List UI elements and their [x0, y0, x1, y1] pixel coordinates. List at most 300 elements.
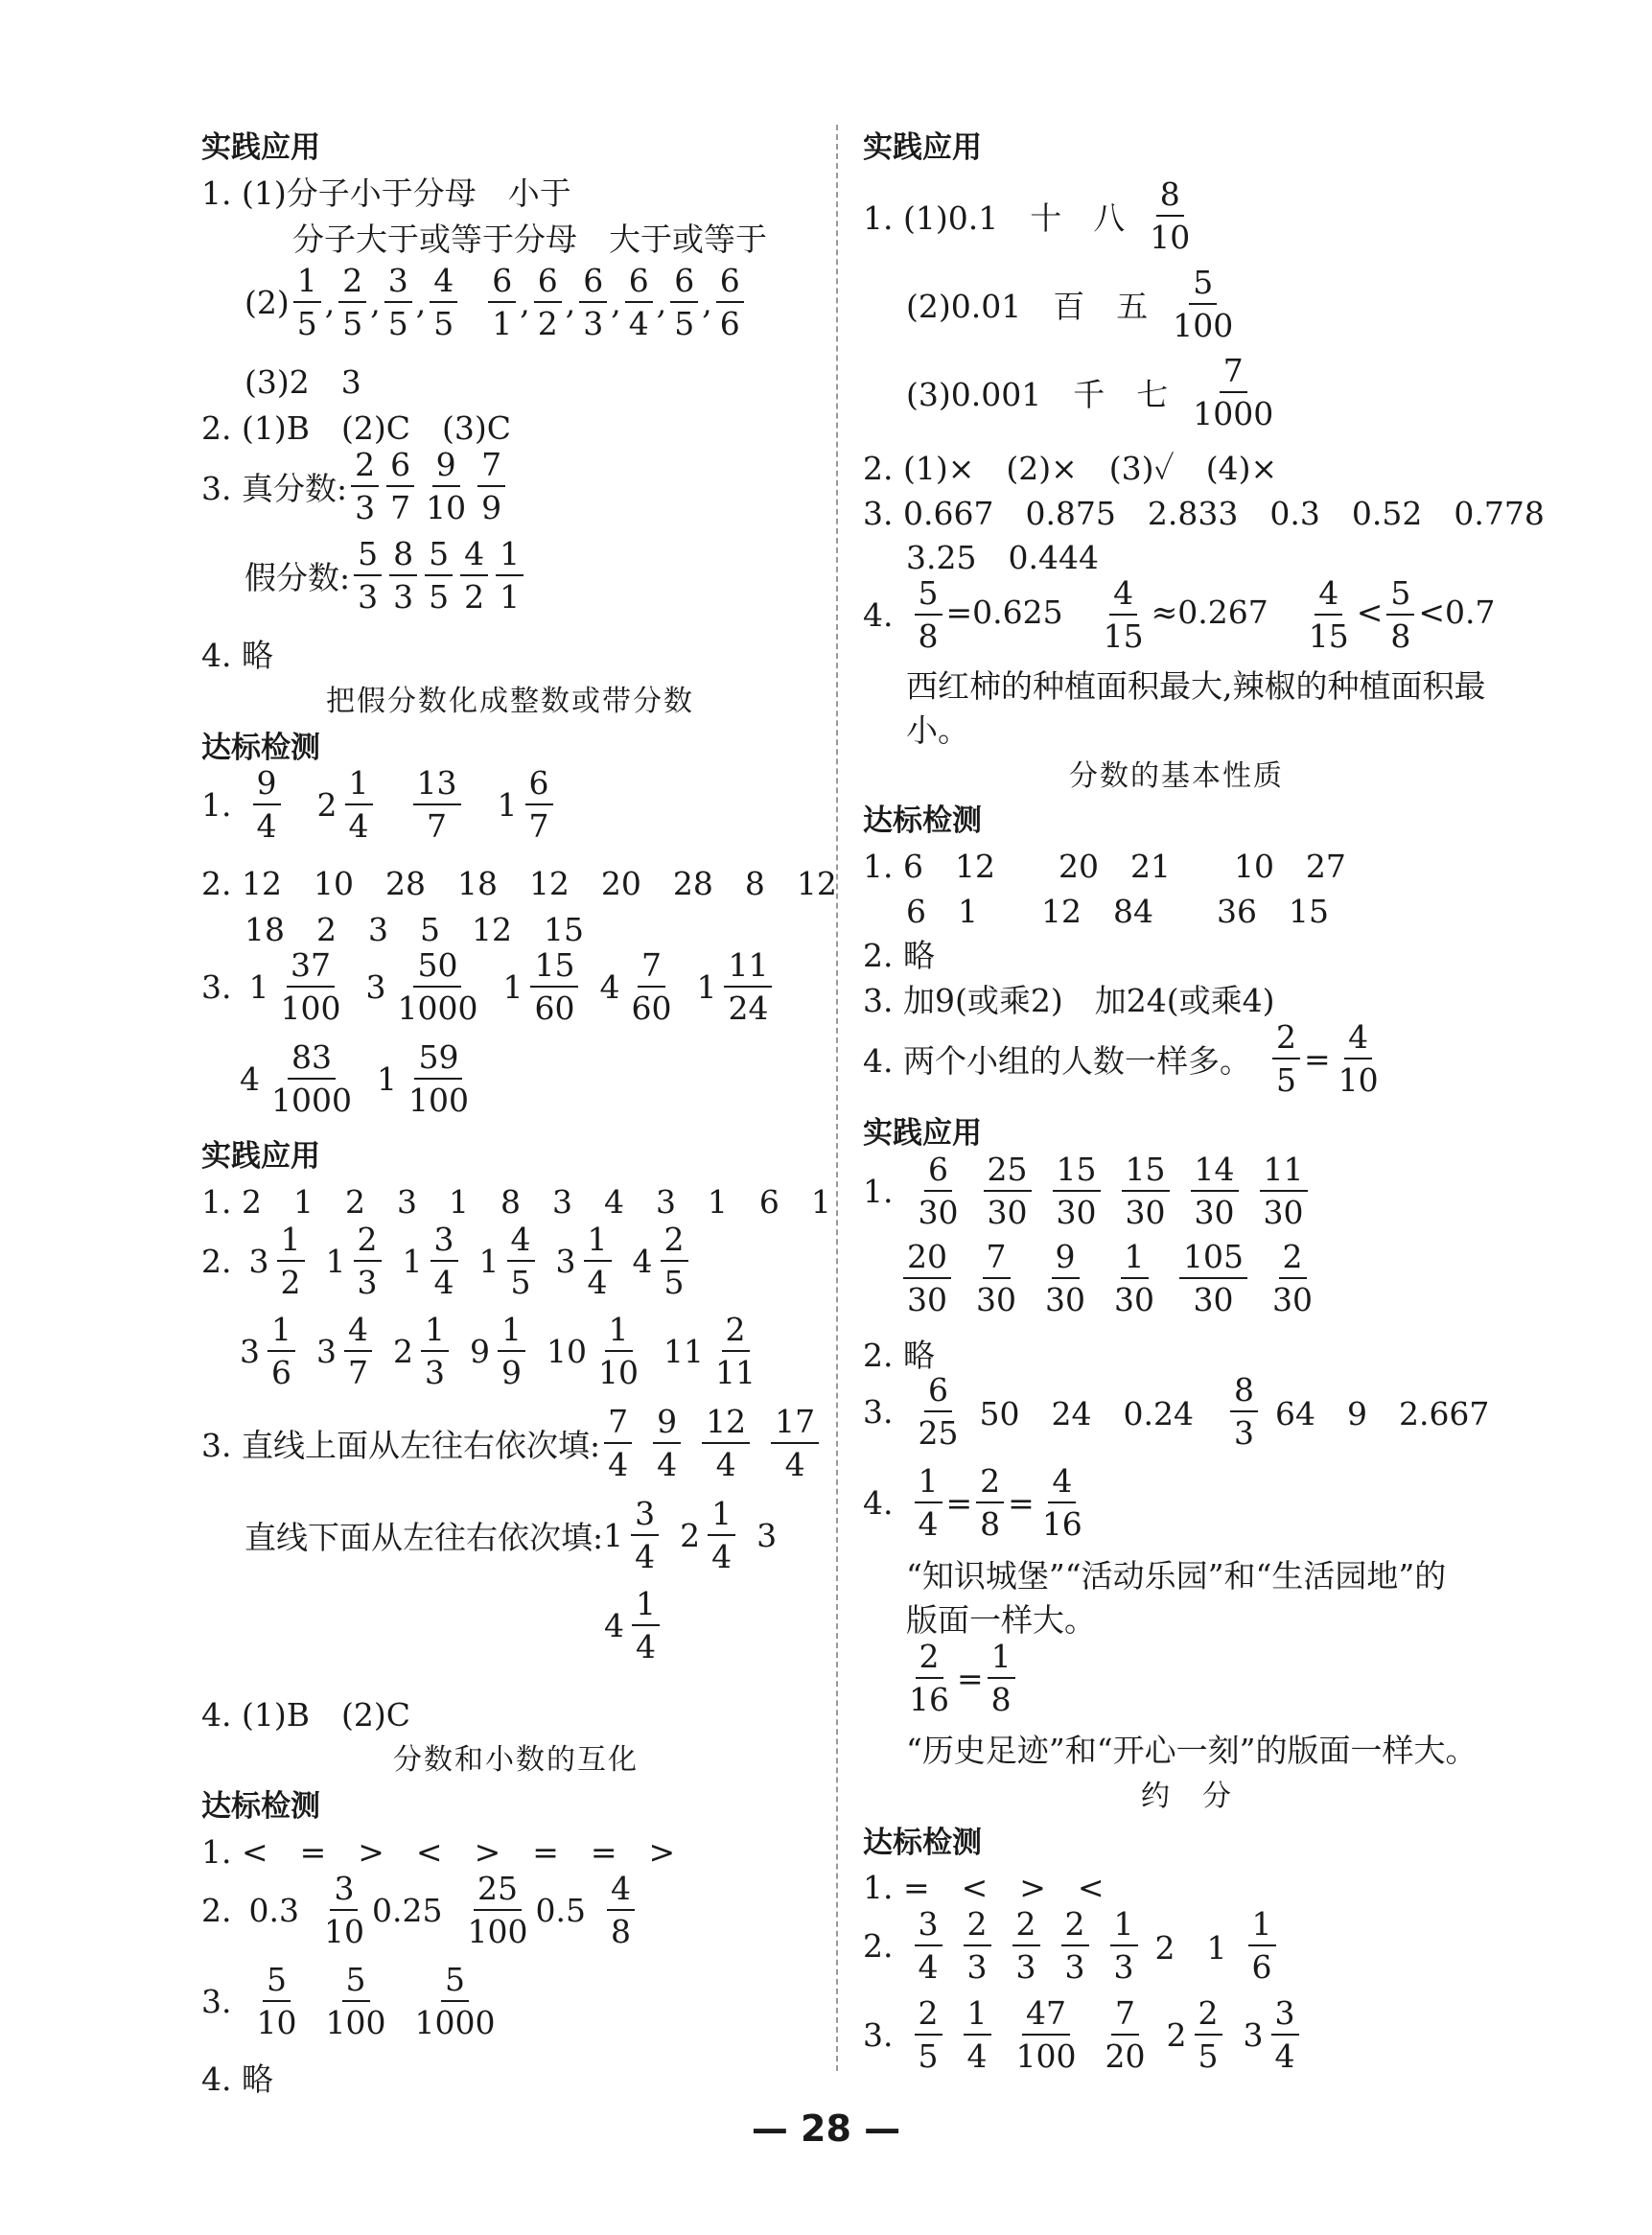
- numerator: 1: [708, 1498, 735, 1536]
- numerator: 2: [722, 1314, 750, 1352]
- subsection-title: 把假分数化成整数或带分数: [326, 685, 694, 718]
- whole-part: 3: [1243, 2015, 1264, 2054]
- denominator: 4: [657, 1446, 678, 1483]
- numerator: 1: [632, 1588, 660, 1626]
- fraction: [1179, 1238, 1247, 1318]
- denominator: 4: [966, 2037, 988, 2075]
- numerator: 3: [631, 1498, 659, 1536]
- numerator: 6: [534, 265, 562, 303]
- denominator: 5: [342, 305, 363, 342]
- mixed-number: [502, 946, 582, 1027]
- fraction-line: [906, 352, 1281, 432]
- fraction-line: [863, 1371, 1490, 1452]
- fraction-line: [863, 1905, 1280, 1986]
- denominator: 8: [918, 617, 939, 655]
- whole-part: 1: [478, 1242, 500, 1280]
- numerator: 3: [915, 1908, 942, 1946]
- fraction: [984, 1151, 1032, 1231]
- answer-line: 2. 略: [863, 937, 935, 974]
- fraction: [463, 1870, 531, 1950]
- label: 3. 直线上面从左往右依次填:: [201, 1426, 601, 1464]
- numerator: 5: [1386, 577, 1414, 616]
- numerator: 5: [1189, 267, 1217, 305]
- label: 4.: [863, 1483, 894, 1522]
- fraction: [345, 764, 373, 845]
- answer-line: “历史足迹”和“开心一刻”的版面一样大。: [906, 1732, 1477, 1769]
- numerator: 2: [976, 1465, 1004, 1503]
- numerator: 8: [389, 538, 417, 576]
- equation: [1096, 574, 1268, 655]
- section-heading: 实践应用: [201, 130, 320, 165]
- denominator: 30: [1193, 1281, 1234, 1318]
- answer-line: 3.25 0.444: [906, 539, 1099, 576]
- fraction: [354, 535, 382, 616]
- mixed-number: [248, 1221, 309, 1301]
- numerator: 1: [498, 1314, 525, 1352]
- fraction-line: [863, 1994, 1320, 2075]
- denominator: 3: [1064, 1948, 1085, 1986]
- label: (2): [244, 283, 290, 321]
- fraction: [915, 574, 942, 655]
- answer-line: (3)2 3: [244, 363, 361, 401]
- denominator: 25: [918, 1414, 959, 1452]
- denominator: 3: [357, 1264, 378, 1301]
- comma: ,: [324, 283, 336, 321]
- numerator: 2: [1279, 1241, 1307, 1279]
- answer-line: 西红柿的种植面积最大,辣椒的种植面积最: [906, 667, 1486, 705]
- section-heading: 实践应用: [863, 130, 982, 165]
- denominator: 100: [1173, 307, 1234, 344]
- numerator: 14: [1191, 1153, 1239, 1192]
- denominator: 1: [492, 305, 513, 342]
- mixed-number: [1166, 1994, 1226, 2075]
- fraction: [1041, 1238, 1089, 1318]
- denominator: 5: [918, 2037, 939, 2075]
- fraction: [661, 1221, 688, 1301]
- denominator: 6: [271, 1354, 291, 1391]
- numerator: 25: [474, 1873, 522, 1911]
- subsection-title: 分数的基本性质: [1069, 759, 1284, 793]
- denominator: 5: [510, 1264, 531, 1301]
- label: 3.: [863, 1392, 894, 1431]
- numerator: 1: [584, 1223, 612, 1262]
- whole-part: 3: [555, 1242, 576, 1280]
- text-token: (2)0.01 百 五: [906, 287, 1149, 325]
- denominator: 5: [387, 305, 408, 342]
- mixed-number: [393, 1311, 453, 1391]
- denominator: 8: [610, 1913, 631, 1950]
- numerator: 6: [716, 265, 744, 303]
- denominator: 7: [427, 807, 447, 845]
- fraction-line: [901, 1638, 1019, 1718]
- numerator: 83: [288, 1041, 336, 1080]
- fraction: [1248, 1905, 1276, 1986]
- fraction: [1230, 1371, 1258, 1452]
- numerator: 1: [1121, 1241, 1149, 1279]
- page-number: — 28 —: [751, 2107, 901, 2150]
- fraction: [915, 1462, 942, 1543]
- fraction: [724, 946, 772, 1027]
- denominator: 4: [715, 1446, 736, 1483]
- numerator: 6: [488, 265, 516, 303]
- denominator: 4: [608, 1446, 629, 1483]
- numerator: 5: [915, 577, 942, 616]
- answer-line: 3. 0.667 0.875 2.833 0.3 0.52 0.778: [863, 495, 1545, 532]
- numerator: 2: [915, 1997, 942, 2036]
- denominator: 2: [537, 305, 558, 342]
- label: 2.: [863, 1926, 894, 1965]
- answer-line: 1. 2 1 2 3 1 8 3 4 3 1 6 1: [201, 1183, 831, 1221]
- whole-part: 2: [393, 1332, 413, 1370]
- denominator: 100: [467, 1913, 528, 1950]
- fraction: [460, 535, 488, 616]
- fraction-line: [201, 764, 590, 845]
- label: 直线下面从左往右依次填:: [244, 1518, 604, 1556]
- decimal: 0.5: [535, 1891, 586, 1929]
- numerator: 1: [345, 767, 373, 805]
- fraction-line: [863, 1151, 1325, 1231]
- mixed-number: [1243, 1994, 1303, 2075]
- numerator: 7: [477, 449, 505, 487]
- denominator: 100: [280, 989, 341, 1027]
- numerator: 5: [354, 538, 382, 576]
- fraction-line: [906, 264, 1241, 344]
- answer-line: 2. (1)× (2)× (3)✓ (4)×: [863, 450, 1278, 487]
- fraction: [344, 1311, 372, 1391]
- whole-part: 1: [402, 1242, 423, 1280]
- numerator: 3: [384, 265, 412, 303]
- denominator: 10: [256, 2004, 297, 2041]
- mixed-number: [409, 764, 465, 845]
- numerator: 20: [903, 1241, 951, 1279]
- answer-line: 4. 略: [201, 637, 273, 674]
- fraction: [525, 764, 553, 845]
- fraction: [964, 1905, 991, 1986]
- denominator: 8: [1390, 617, 1411, 655]
- fraction: [905, 1638, 953, 1718]
- numerator: 9: [653, 1406, 681, 1444]
- answer-line: 1. (1)分子小于分母 小于: [201, 175, 571, 212]
- whole-part: 1: [376, 1059, 397, 1098]
- answer-line: 3. 加9(或乘2) 加24(或乘4): [863, 982, 1275, 1019]
- denominator: 5: [429, 578, 450, 616]
- fraction: [1272, 1018, 1300, 1099]
- mixed-number: [696, 946, 776, 1027]
- text-token: (3)0.001 千 七: [906, 375, 1169, 413]
- numerator: 13: [413, 767, 461, 805]
- numerator: 7: [638, 949, 665, 988]
- text-token: =: [945, 1483, 973, 1522]
- fraction-line: [201, 1870, 639, 1950]
- denominator: 1000: [1193, 395, 1274, 432]
- fraction: [976, 1462, 1004, 1543]
- label: 2.: [201, 1891, 232, 1929]
- denominator: 30: [1194, 1194, 1235, 1231]
- label: 4.: [863, 595, 894, 634]
- comma: ,: [565, 283, 576, 321]
- fraction: [1053, 1151, 1101, 1231]
- fraction: [354, 1221, 382, 1301]
- fraction-line: [899, 1238, 1334, 1318]
- numerator: 2: [354, 1223, 382, 1262]
- denominator: 30: [987, 1194, 1028, 1231]
- fraction: [384, 262, 412, 342]
- label: 3.: [201, 967, 232, 1006]
- mixed-number: [402, 1221, 462, 1301]
- whole-part: 3: [365, 967, 386, 1006]
- text-token: 50 24 0.24: [979, 1394, 1194, 1432]
- denominator: 3: [966, 1948, 988, 1986]
- denominator: 6: [1251, 1948, 1272, 1986]
- answer-line: 分子大于或等于分母 大于或等于: [292, 221, 767, 258]
- whole-part: 3: [240, 1332, 260, 1370]
- fraction: [964, 1994, 991, 2075]
- text-token: 3: [756, 1516, 778, 1554]
- mixed-number: [663, 1311, 763, 1391]
- fraction: [627, 946, 675, 1027]
- fraction: [477, 446, 505, 526]
- denominator: 30: [1272, 1281, 1313, 1318]
- denominator: 4: [711, 1538, 733, 1575]
- numerator: 1: [496, 538, 524, 576]
- fraction: [422, 446, 470, 526]
- numerator: 1: [605, 1314, 633, 1352]
- fraction: [972, 1238, 1020, 1318]
- mixed-number: [376, 1038, 477, 1119]
- fraction: [711, 1311, 759, 1391]
- fraction: [1386, 574, 1414, 655]
- numerator: 1: [964, 1997, 991, 2036]
- section-heading: 达标检测: [863, 1826, 982, 1860]
- mixed-number: [604, 1585, 663, 1665]
- fraction-line: [201, 1221, 710, 1301]
- fraction: [632, 1585, 660, 1665]
- comma: ,: [611, 283, 621, 321]
- denominator: 2: [464, 578, 485, 616]
- text-token: ≈0.267: [1151, 594, 1268, 631]
- numerator: 6: [525, 767, 553, 805]
- denominator: 16: [1041, 1505, 1082, 1543]
- whole-part: 2: [680, 1516, 701, 1554]
- numerator: 4: [1315, 577, 1342, 616]
- denominator: 3: [1113, 1948, 1134, 1986]
- fraction: [394, 946, 482, 1027]
- denominator: 4: [635, 1538, 656, 1575]
- whole-part: 1: [497, 785, 518, 824]
- numerator: 4: [430, 265, 457, 303]
- denominator: 100: [1015, 2037, 1077, 2075]
- fraction: [1335, 1018, 1383, 1099]
- comma: ,: [656, 283, 667, 321]
- fraction: [389, 535, 417, 616]
- fraction-line: [244, 262, 748, 342]
- whole-part: 10: [547, 1332, 587, 1370]
- mixed-number: [365, 946, 486, 1027]
- fraction-line: [863, 175, 1198, 256]
- denominator: 6: [719, 305, 740, 342]
- denominator: 4: [636, 1628, 656, 1665]
- fraction-line: [240, 1038, 494, 1119]
- numerator: 50: [413, 949, 461, 988]
- answer-line: 2. (1)B (2)C (3)C: [201, 409, 511, 447]
- denominator: 10: [598, 1354, 639, 1391]
- numerator: 8: [1156, 178, 1184, 217]
- numerator: 1: [268, 1314, 295, 1352]
- text-token: 4. 两个小组的人数一样多。: [863, 1041, 1251, 1080]
- numerator: 3: [1271, 1997, 1299, 2036]
- fraction-line: [863, 574, 1496, 655]
- fraction-line: [240, 1311, 780, 1391]
- fraction: [277, 946, 345, 1027]
- denominator: 24: [728, 989, 769, 1027]
- comma: ,: [370, 283, 381, 321]
- fraction: [322, 1961, 390, 2041]
- numerator: 9: [1052, 1241, 1080, 1279]
- decimal: 0.3: [248, 1891, 299, 1929]
- fraction-line: [863, 1018, 1386, 1099]
- label: 1.: [201, 785, 232, 824]
- numerator: 2: [1272, 1021, 1300, 1059]
- numerator: 5: [263, 1964, 291, 2002]
- whole-part: 3: [316, 1332, 337, 1370]
- answer-line: 1. 6 12 20 21 10 27: [863, 848, 1346, 885]
- denominator: 15: [1103, 617, 1144, 655]
- fraction: [338, 262, 366, 342]
- fraction: [708, 1495, 735, 1575]
- numerator: 4: [1344, 1021, 1372, 1059]
- fraction: [430, 262, 457, 342]
- whole-part: 2: [316, 785, 337, 824]
- fraction: [631, 1495, 659, 1575]
- denominator: 11: [715, 1354, 756, 1391]
- mixed-number: [599, 946, 679, 1027]
- denominator: 30: [1056, 1194, 1097, 1231]
- text-token: <: [1356, 594, 1384, 631]
- denominator: 30: [918, 1194, 959, 1231]
- numerator: 7: [1111, 1997, 1139, 2036]
- denominator: 8: [990, 1681, 1012, 1718]
- fraction: [293, 262, 321, 342]
- whole-part: 1: [325, 1242, 346, 1280]
- mixed-number: [603, 1495, 663, 1575]
- denominator: 60: [631, 989, 672, 1027]
- denominator: 4: [587, 1264, 608, 1301]
- fraction: [386, 446, 414, 526]
- whole-part: 1: [502, 967, 524, 1006]
- numerator: 1: [1248, 1908, 1276, 1946]
- whole-part: 4: [240, 1059, 260, 1098]
- denominator: 30: [1045, 1281, 1085, 1318]
- mixed-number: [316, 764, 377, 845]
- fraction: [277, 1221, 305, 1301]
- denominator: 5: [663, 1264, 685, 1301]
- numerator: 1: [1110, 1908, 1138, 1946]
- denominator: 4: [1274, 2037, 1295, 2075]
- mixed-number: [325, 1221, 385, 1301]
- numerator: 5: [441, 1964, 469, 2002]
- fraction: [1110, 1238, 1158, 1318]
- denominator: 5: [674, 305, 695, 342]
- mixed-number: [547, 1311, 646, 1391]
- answer-line: 2. 12 10 28 18 12 20 28 8 12: [201, 865, 837, 902]
- denominator: 1000: [414, 2004, 496, 2041]
- fraction: [1268, 1238, 1316, 1318]
- denominator: 3: [393, 578, 414, 616]
- fraction: [268, 1311, 295, 1391]
- numerator: 1: [988, 1641, 1015, 1679]
- denominator: 30: [907, 1281, 947, 1318]
- denominator: 30: [976, 1281, 1016, 1318]
- denominator: 30: [1114, 1281, 1154, 1318]
- subsection-title: 约 分: [1141, 1780, 1233, 1813]
- denominator: 9: [501, 1354, 522, 1391]
- denominator: 4: [433, 1264, 454, 1301]
- denominator: 9: [481, 489, 502, 526]
- numerator: 2: [661, 1223, 688, 1262]
- section-heading: 实践应用: [863, 1116, 982, 1151]
- label: 假分数:: [244, 558, 351, 596]
- mixed-number: [240, 1038, 360, 1119]
- denominator: 4: [256, 807, 277, 845]
- fraction-line: [201, 446, 509, 526]
- fraction: [716, 262, 744, 342]
- fraction: [670, 262, 698, 342]
- denominator: 60: [534, 989, 575, 1027]
- numerator: 2: [338, 265, 366, 303]
- mixed-number: [240, 1311, 299, 1391]
- denominator: 10: [323, 1913, 364, 1950]
- text-token: =: [1008, 1483, 1035, 1522]
- numerator: 4: [460, 538, 488, 576]
- mixed-number: [316, 1311, 376, 1391]
- numerator: 3: [430, 1223, 458, 1262]
- denominator: 1000: [271, 1082, 352, 1119]
- whole-part: 4: [599, 967, 620, 1006]
- whole-part: 1: [248, 967, 269, 1006]
- answer-line: 18 2 3 5 12 15: [244, 911, 584, 948]
- mixed-number: [478, 1221, 539, 1301]
- label: 2.: [201, 1242, 232, 1280]
- numerator: 9: [253, 767, 281, 805]
- fraction-line: [604, 1585, 663, 1665]
- denominator: 5: [1198, 2037, 1219, 2075]
- denominator: 3: [1233, 1414, 1254, 1452]
- fraction: [1260, 1151, 1308, 1231]
- comma: ,: [520, 283, 530, 321]
- fraction: [988, 1638, 1015, 1718]
- text-token: 2 1: [1154, 1928, 1227, 1967]
- fraction: [1110, 1905, 1138, 1986]
- section-heading: 达标检测: [201, 1789, 320, 1824]
- denominator: 7: [390, 489, 411, 526]
- numerator: 7: [983, 1241, 1011, 1279]
- fraction: [1012, 1994, 1081, 2075]
- denominator: 3: [355, 489, 376, 526]
- fraction: [1146, 175, 1194, 256]
- decimal: 0.25: [371, 1891, 443, 1929]
- fraction: [253, 764, 281, 845]
- numerator: 4: [1109, 577, 1137, 616]
- answer-line: 小。: [906, 711, 969, 749]
- numerator: 6: [625, 265, 653, 303]
- fraction-line: [244, 1495, 778, 1575]
- whole-part: 11: [663, 1332, 704, 1370]
- numerator: 15: [530, 949, 578, 988]
- fraction: [915, 1905, 942, 1986]
- numerator: 37: [287, 949, 335, 988]
- denominator: 4: [918, 1948, 939, 1986]
- fraction: [488, 262, 516, 342]
